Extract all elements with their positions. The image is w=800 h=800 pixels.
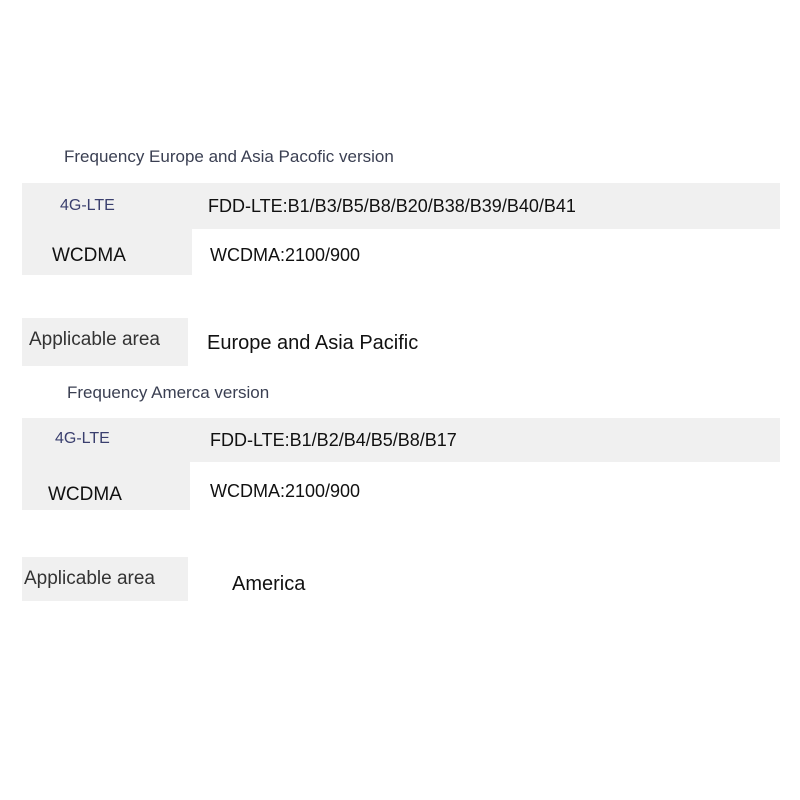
row-label-4g-lte: 4G-LTE [60, 197, 115, 214]
row-value-fdd-lte: FDD-LTE:B1/B2/B4/B5/B8/B17 [210, 430, 457, 450]
row-label-4g-lte: 4G-LTE [55, 430, 110, 447]
applicable-area-value: America [232, 573, 306, 595]
applicable-area-label: Applicable area [24, 568, 155, 589]
row-label-wcdma: WCDMA [52, 245, 126, 266]
section-heading-america: Frequency Amerca version [67, 383, 270, 402]
section-heading-europe-asia: Frequency Europe and Asia Pacofic version [64, 147, 394, 166]
row-value-fdd-lte: FDD-LTE:B1/B3/B5/B8/B20/B38/B39/B40/B41 [208, 196, 576, 216]
applicable-area-label: Applicable area [29, 329, 160, 350]
row-value-wcdma: WCDMA:2100/900 [210, 481, 361, 501]
row-value-wcdma: WCDMA:2100/900 [210, 245, 361, 265]
row-label-wcdma: WCDMA [48, 484, 122, 505]
applicable-area-value: Europe and Asia Pacific [207, 332, 419, 354]
